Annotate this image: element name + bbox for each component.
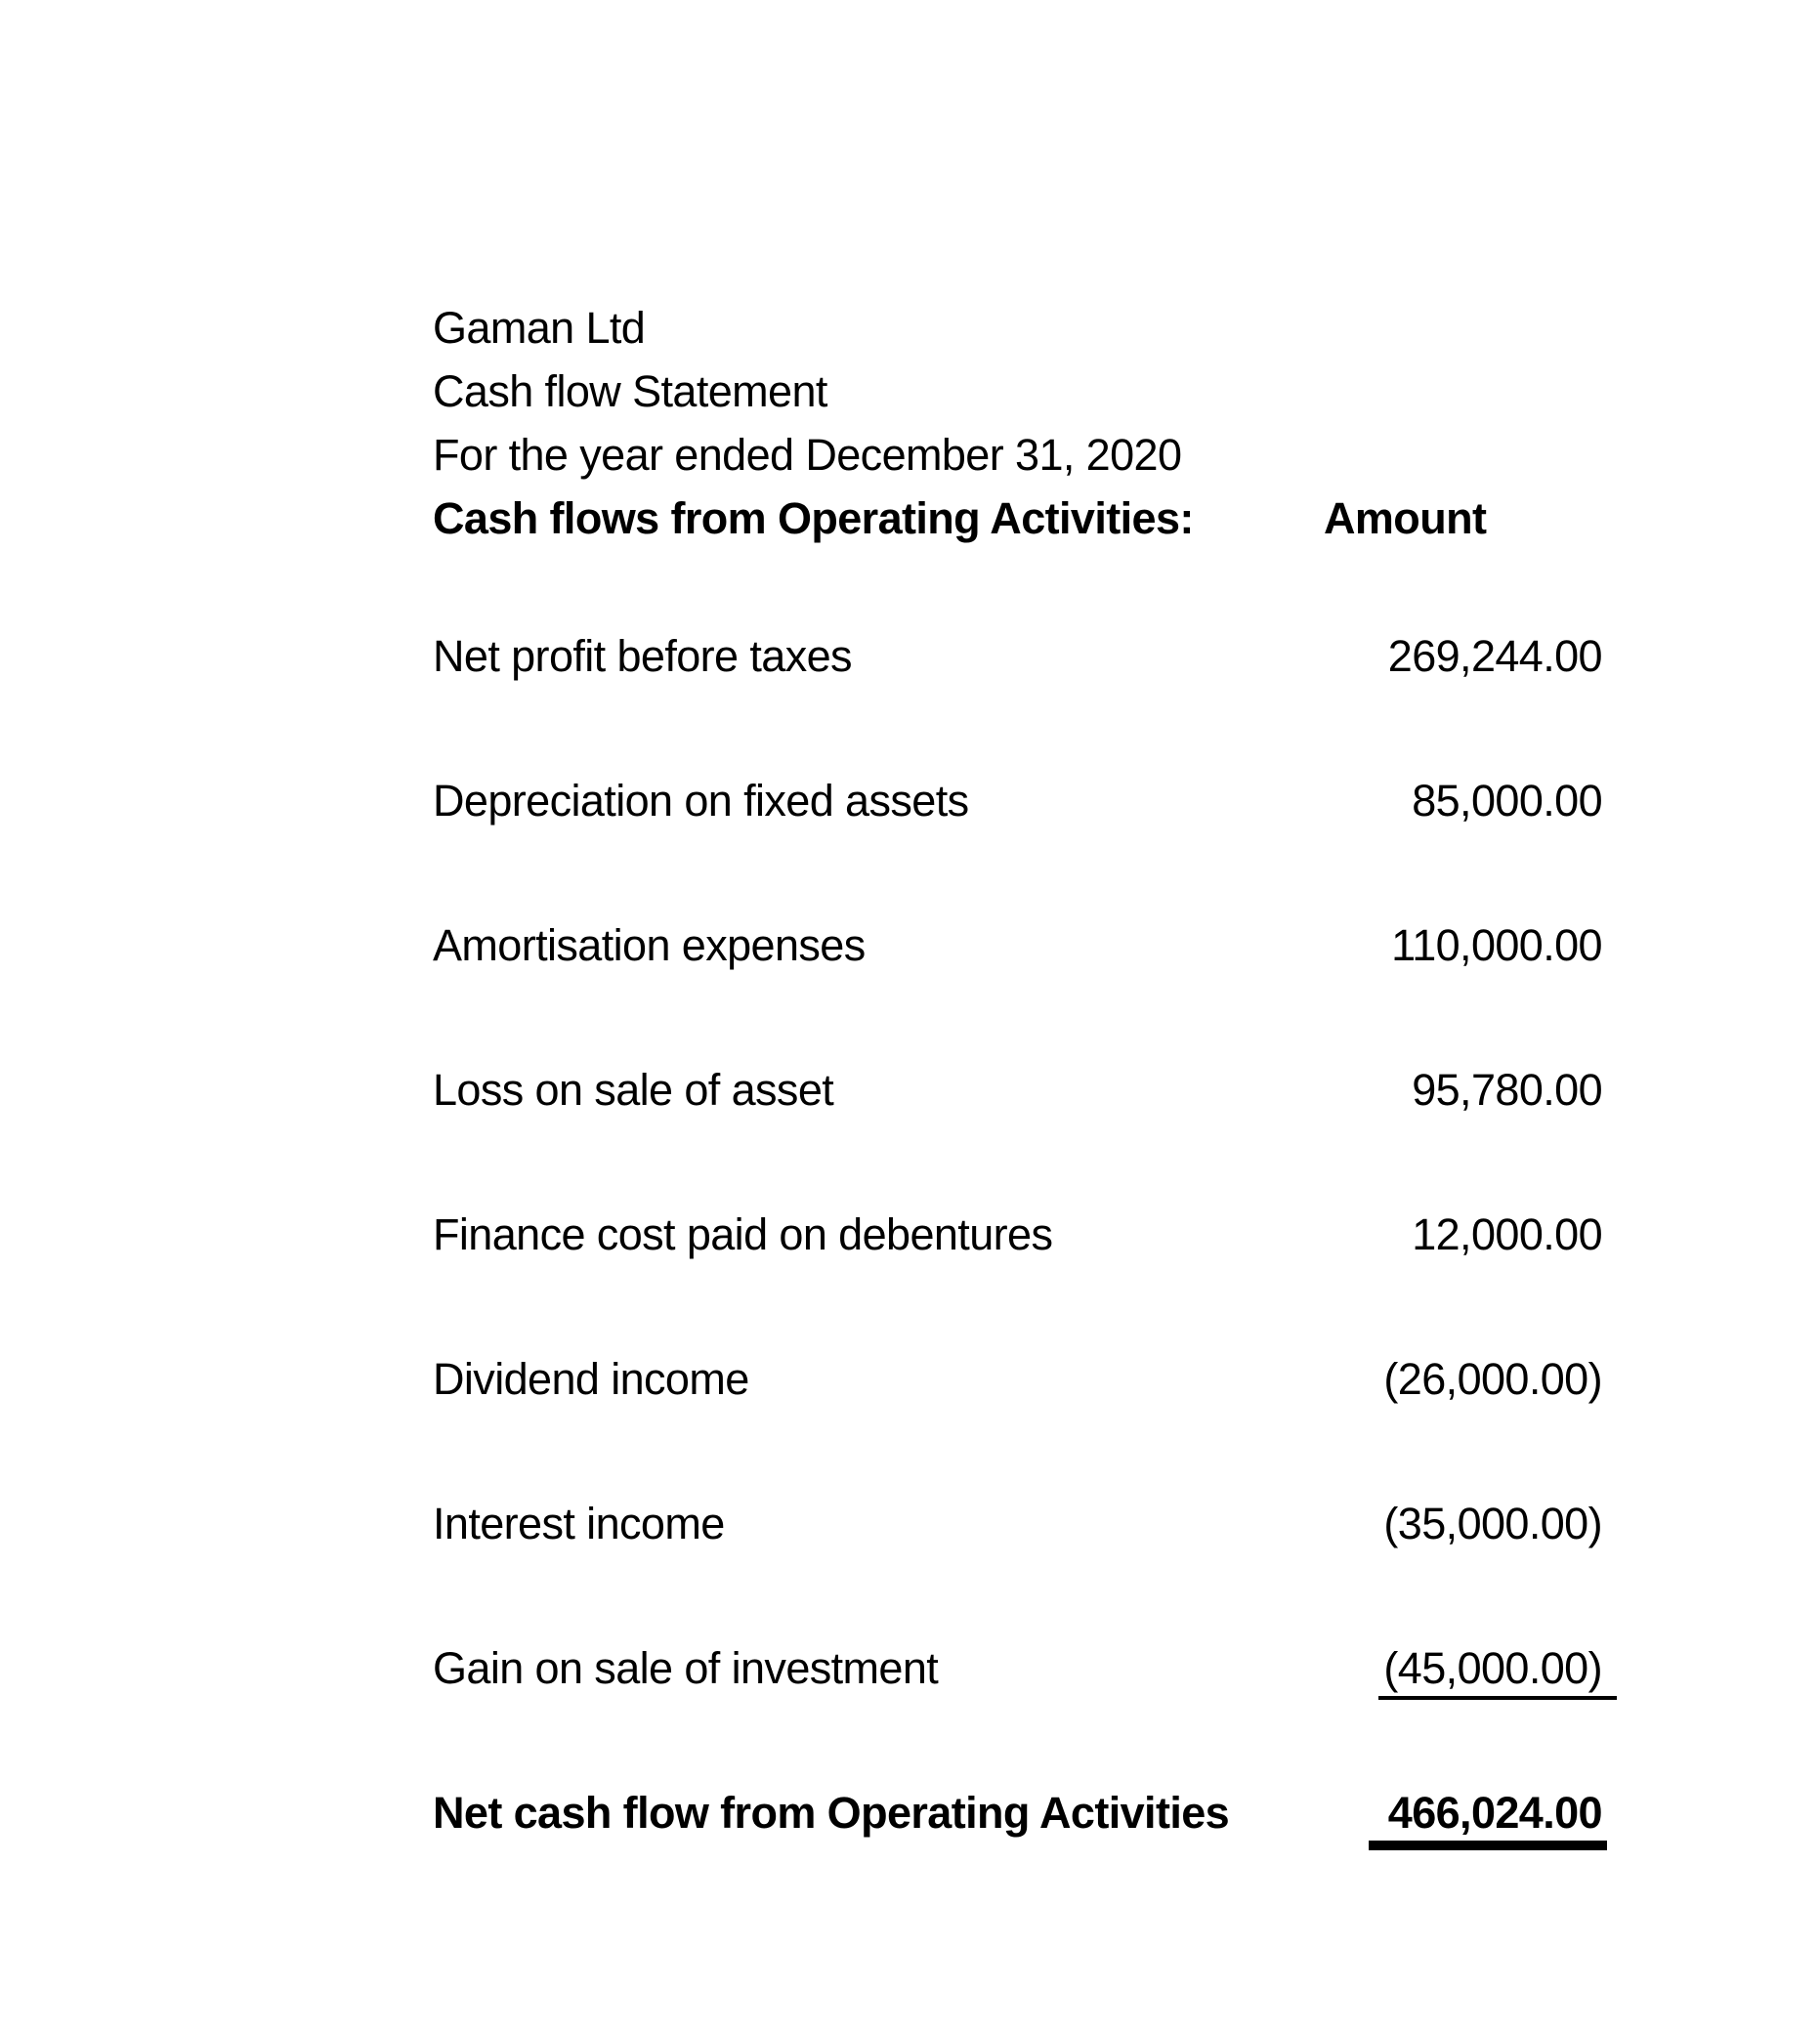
total-label: Net cash flow from Operating Activities [433,1788,1230,1838]
row-label: Dividend income [433,1354,749,1404]
amount-column-header: Amount [1324,493,1487,543]
table-row [433,1643,1602,1693]
table-row [433,1354,1602,1404]
row-label: Gain on sale of investment [433,1643,939,1693]
statement-title: Cash flow Statement [433,366,827,416]
total-amount [1324,1788,1602,1838]
double-underlined-total: 466,024.00 [1369,1791,1607,1845]
row-label: Net profit before taxes [433,631,852,681]
row-amount [1324,1643,1602,1693]
row-amount: 12,000.00 [1412,1209,1602,1259]
row-label: Interest income [433,1499,725,1548]
table-row [433,1065,1602,1115]
row-label: Loss on sale of asset [433,1065,834,1115]
row-amount: 95,780.00 [1412,1065,1602,1115]
row-label: Amortisation expenses [433,920,866,970]
row-amount: 269,244.00 [1387,631,1602,681]
total-row [433,1788,1602,1838]
cash-flow-statement [433,296,1602,1935]
table-row [433,1499,1602,1548]
row-label: Depreciation on fixed assets [433,776,969,826]
table-row [433,631,1602,681]
row-amount: (26,000.00) [1383,1354,1602,1404]
section-header: Cash flows from Operating Activities: [433,493,1194,543]
table-row [433,776,1602,826]
company-name: Gaman Ltd [433,303,646,353]
underlined-amount: (45,000.00) [1378,1646,1617,1700]
row-amount: (35,000.00) [1383,1499,1602,1548]
row-label: Finance cost paid on debentures [433,1209,1053,1259]
section-header-row [433,487,1602,550]
table-row [433,920,1602,970]
row-amount: 85,000.00 [1412,776,1602,826]
row-amount: 110,000.00 [1391,920,1602,970]
table-row [433,1209,1602,1259]
period-line: For the year ended December 31, 2020 [433,430,1182,480]
